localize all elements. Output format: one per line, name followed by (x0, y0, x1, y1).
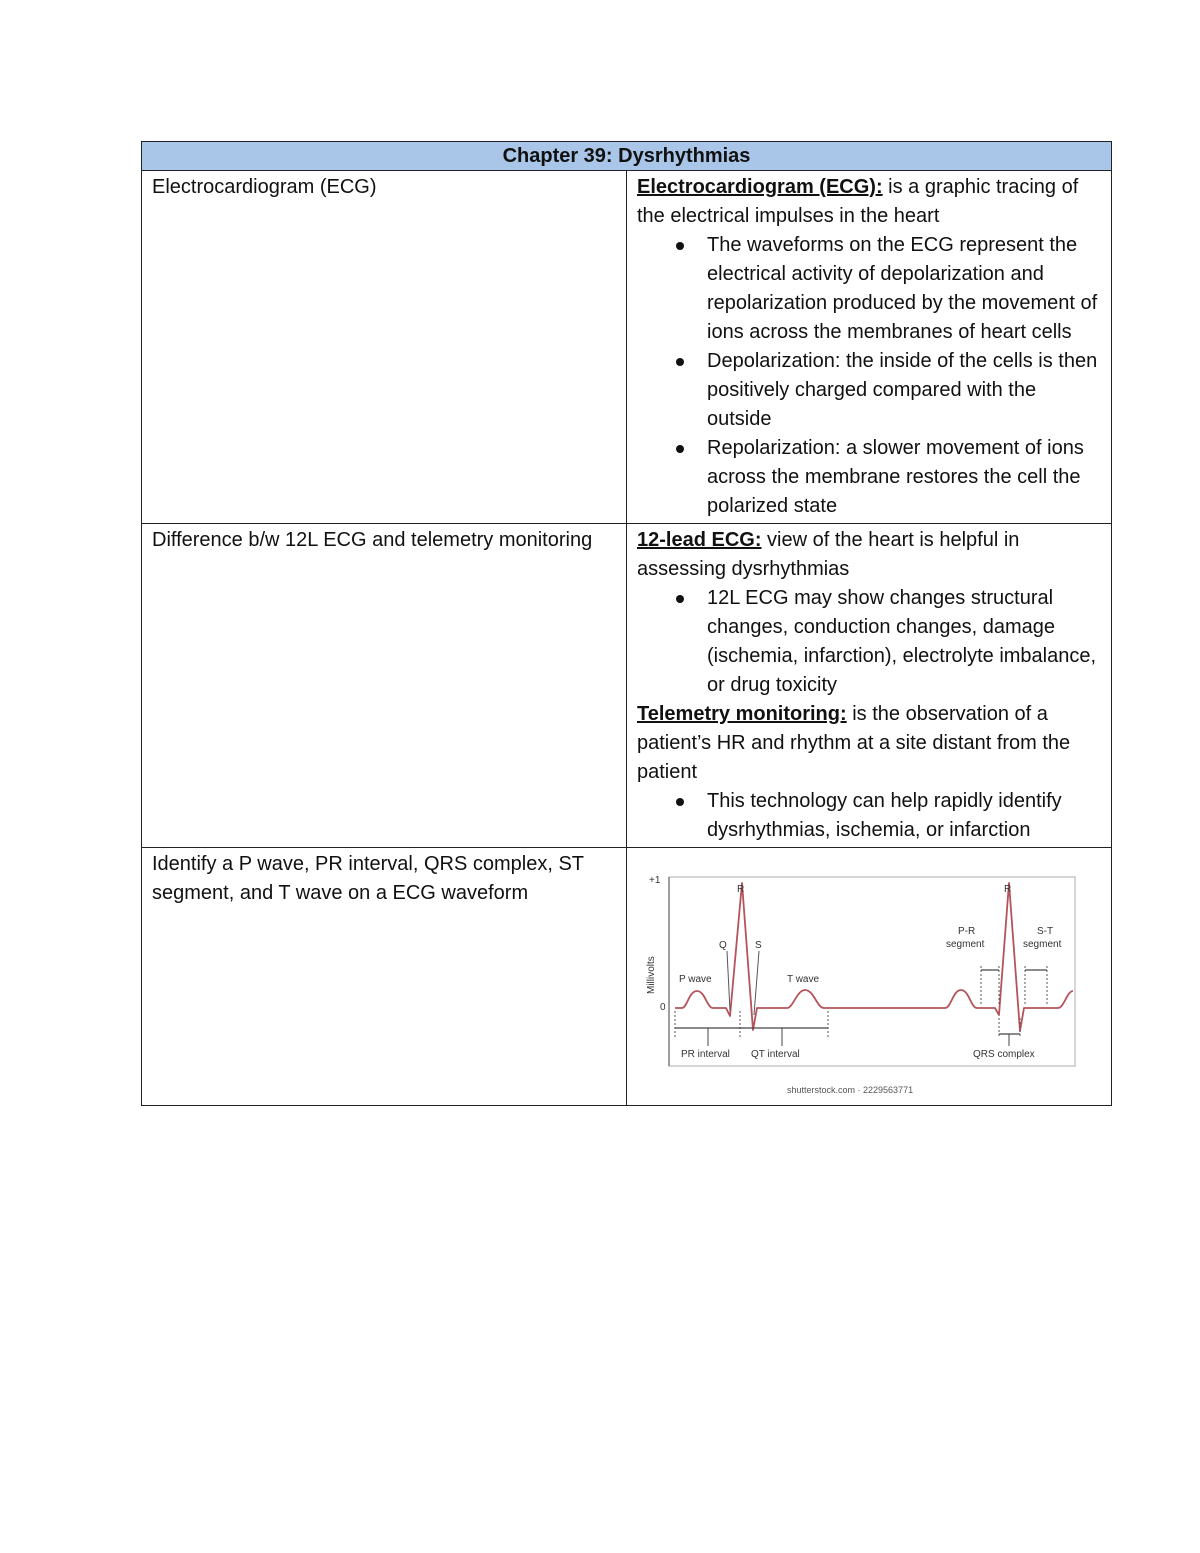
notes-table (141, 141, 1112, 1106)
p-wave-label: P wave (679, 974, 712, 985)
ecg-diagram (627, 848, 1087, 1100)
content-ecg (627, 171, 1112, 524)
ecg-bullet-list (637, 231, 1101, 521)
ecg-trace (675, 883, 1073, 1031)
q-label: Q (719, 940, 727, 951)
ecg-definition (637, 173, 1101, 231)
plot-frame (669, 877, 1075, 1066)
list-item: This technology can help rapidly identify dysrhythmias, ischemia, or infarction (707, 787, 1101, 845)
topic-ecg: Electrocardiogram (ECG) (142, 171, 627, 524)
list-item: Depolarization: the inside of the cells is then positively charged compared with the outside (707, 347, 1101, 434)
s-pointer (754, 951, 759, 1015)
list-item: The waveforms on the ECG represent the electrical activity of depolarization and repolarization produced by the movement of ions across the membranes of heart cells (707, 231, 1101, 347)
qt-interval-label: QT interval (751, 1049, 800, 1060)
twelve-lead-bullet-list (637, 584, 1101, 700)
list-item: 12L ECG may show changes structural changes, conduction changes, damage (ischemia, infarction), electrolyte imbalance, or drug toxicity (707, 584, 1101, 700)
telemetry-bullet-list (637, 787, 1101, 845)
definition-text: is the observation of a patient’s HR and rhythm at a site distant from the patient (637, 703, 1071, 783)
content-12l-vs-telemetry (627, 524, 1112, 848)
r-label-1: R (737, 884, 745, 895)
term-12-lead: 12-lead ECG: (637, 529, 762, 551)
telemetry-definition (637, 700, 1101, 787)
pr-segment-label-2: segment (946, 939, 985, 950)
s-label: S (755, 940, 762, 951)
ecg-figure-cell (627, 848, 1112, 1106)
list-item: Repolarization: a slower movement of ions across the membrane restores the cell the polarized state (707, 434, 1101, 521)
twelve-lead-definition (637, 526, 1101, 584)
term-telemetry: Telemetry monitoring: (637, 703, 847, 725)
pr-interval-label: PR interval (681, 1049, 730, 1060)
watermark: shutterstock.com · 2229563771 (787, 1085, 914, 1095)
topic-ecg-waveform: Identify a P wave, PR interval, QRS complex, ST segment, and T wave on a ECG waveform (142, 848, 627, 1106)
st-segment-label: S-T (1037, 926, 1054, 937)
y-zero-label: 0 (660, 1002, 666, 1013)
chapter-title: Chapter 39: Dysrhythmias (142, 142, 1112, 171)
definition-text: view of the heart is helpful in assessing dysrhythmias (637, 529, 1020, 580)
q-pointer (727, 951, 730, 1011)
topic-12l-vs-telemetry: Difference b/w 12L ECG and telemetry monitoring (142, 524, 627, 848)
r-label-2: R (1004, 884, 1012, 895)
term-ecg: Electrocardiogram (ECG): (637, 176, 883, 198)
ecg-figure (627, 848, 1111, 1100)
y-axis-label: Millivolts (646, 956, 657, 994)
pr-segment-label: P-R (958, 926, 976, 937)
definition-text: is a graphic tracing of the electrical impulses in the heart (637, 176, 1079, 227)
qrs-complex-label: QRS complex (973, 1049, 1035, 1060)
t-wave-label: T wave (787, 974, 820, 985)
y-top-label: +1 (649, 875, 661, 886)
st-segment-label-2: segment (1023, 939, 1062, 950)
